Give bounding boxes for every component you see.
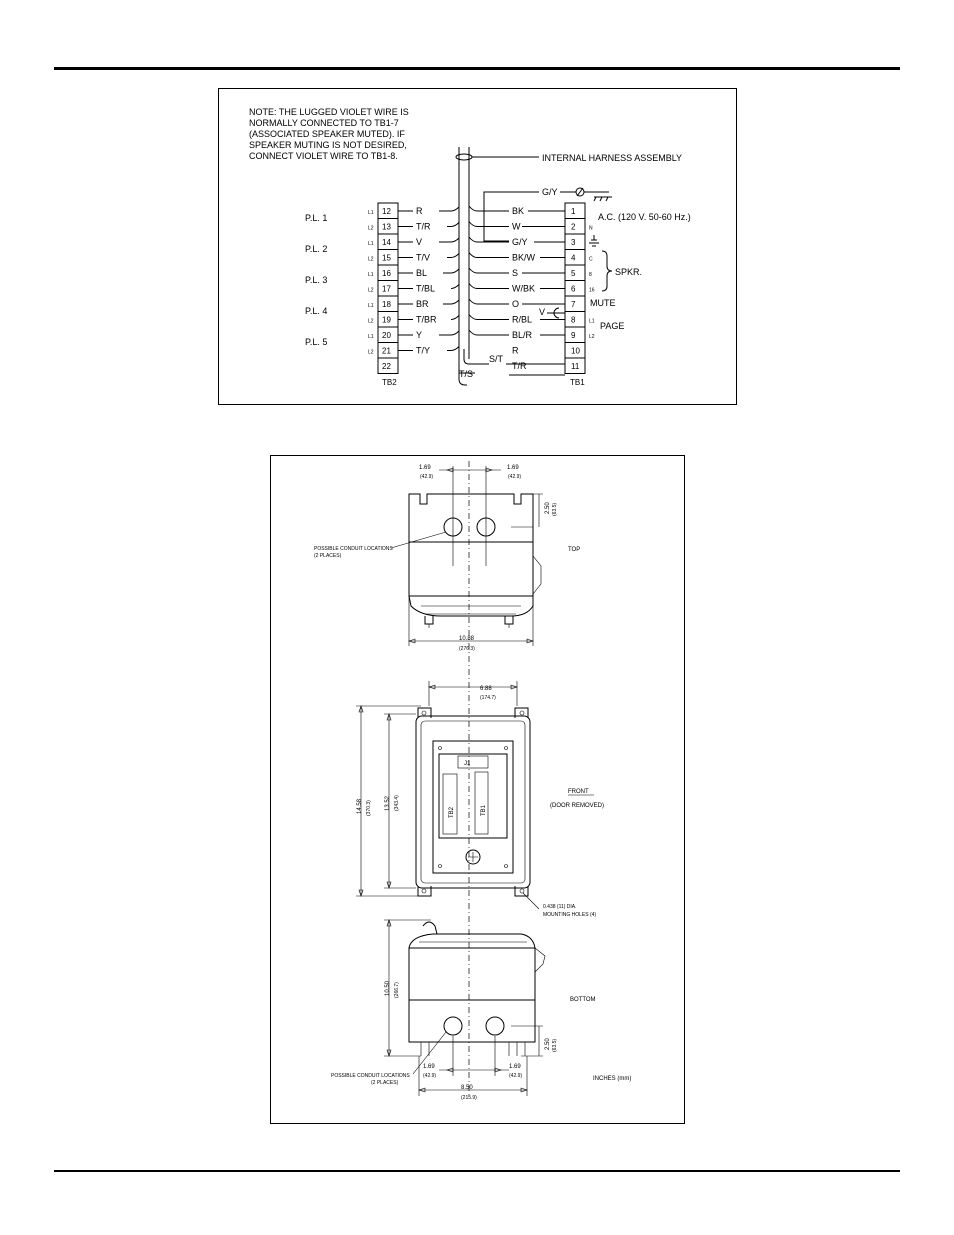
dim-label: 2.50: [545, 502, 551, 514]
tb1-terminal-number: 3: [571, 238, 576, 247]
conduit-note: POSSIBLE CONDUIT LOCATIONS: [331, 1073, 410, 1079]
tb2-line-label: L1: [368, 303, 374, 309]
dim-label: (370.3): [366, 800, 372, 816]
party-line-label: P.L. 2: [305, 244, 328, 254]
dim-label: (42.9): [420, 474, 434, 480]
mount-hole-leader: [523, 893, 539, 909]
note-line: (ASSOCIATED SPEAKER MUTED). IF: [249, 129, 405, 139]
tb1-wire: [469, 222, 509, 227]
dim-label: (343.4): [394, 795, 400, 811]
tb1-side-label: C: [589, 256, 593, 263]
harness-label: INTERNAL HARNESS ASSEMBLY: [542, 153, 683, 163]
dim-label: 8.50: [461, 1085, 473, 1091]
spkr-brace: [602, 251, 612, 291]
tb2-line-label: L2: [368, 349, 374, 356]
party-line-label: P.L. 1: [305, 213, 328, 223]
tb2-wire: [451, 316, 459, 320]
tb2-wire-label: R: [416, 206, 423, 216]
tb1-wire: [469, 315, 509, 320]
tb2-terminal-number: 17: [382, 284, 391, 294]
tb1-side-label: 8: [589, 272, 592, 278]
tb2-terminal-number: 22: [382, 362, 391, 371]
tb1-terminal-number: 6: [571, 284, 576, 294]
tb2-wire: [447, 347, 459, 351]
tb1-wire-label: BK/W: [512, 252, 536, 263]
tb2-wire: [439, 331, 459, 335]
tb2-terminal-number: 21: [382, 346, 391, 356]
tb2-wire: [439, 238, 459, 242]
tb1-side-label: 16: [589, 287, 595, 294]
ac-label: A.C. (120 V. 50-60 Hz.): [598, 212, 691, 222]
dim-label: 10.50: [385, 980, 391, 996]
tb2-block: [443, 774, 457, 834]
mounting-tabs: [418, 708, 528, 896]
tb1-wire-label: BK: [512, 206, 525, 216]
violet-label: V: [539, 307, 546, 317]
tb1-wire-label: O: [512, 299, 520, 309]
tb2-line-label: L1: [368, 241, 374, 247]
dim-label: 14.58: [357, 798, 363, 814]
tb2-terminal-number: 20: [382, 331, 391, 340]
dim-label: 6.88: [480, 686, 492, 692]
tb1-side-label: L2: [589, 334, 595, 340]
terminal-block-tb2: [368, 203, 459, 374]
tb1-block: [475, 772, 488, 834]
dim-label: (42.9): [509, 1073, 523, 1079]
tb1-wire: [469, 206, 509, 211]
tb1-label: TB1: [570, 378, 585, 387]
tb1-wire: [469, 330, 509, 335]
dim-label: 13.52: [385, 795, 391, 811]
top-box-body: [409, 542, 533, 596]
tb2-terminal-number: 16: [382, 269, 391, 278]
dim-label: 1.69: [419, 465, 431, 471]
tb2-wire-label: T/BL: [416, 283, 436, 294]
view-label-bottom: BOTTOM: [570, 997, 596, 1003]
tb1-wire: [469, 253, 509, 258]
lug-icon: [577, 188, 583, 196]
dim-label: 2.50: [545, 1038, 551, 1050]
note-line: CONNECT VIOLET WIRE TO TB1-8.: [249, 151, 398, 161]
tb2-line-label: L1: [368, 334, 374, 340]
tb1-wire-label: BL/R: [512, 330, 533, 340]
conduit-note: (2 PLACES): [314, 553, 342, 559]
page-label: PAGE: [600, 321, 625, 331]
spkr-label: SPKR.: [615, 267, 643, 277]
door-removed-label: (DOOR REMOVED): [550, 803, 604, 809]
units-label: INCHES (mm): [593, 1076, 632, 1082]
top-view: [314, 465, 580, 652]
chassis-ground-icon: [594, 197, 612, 201]
dim-label: (266.7): [394, 982, 400, 998]
tb2-terminal-number: 13: [382, 222, 391, 232]
tb2-wire-label: Y: [416, 330, 423, 340]
tb2-wire: [443, 269, 459, 273]
party-line-label: P.L. 3: [305, 275, 328, 285]
bottom-box-latch: [535, 948, 545, 972]
tb1-wire-label: W/BK: [512, 283, 536, 294]
footer-rule: [54, 1170, 900, 1172]
top-box-latch: [533, 556, 541, 594]
tb1-wire-label: T/R: [512, 361, 527, 371]
tb2-text: TB2: [449, 806, 455, 818]
tb1-terminal-number: 4: [571, 253, 576, 263]
tb2-line-label: L2: [368, 225, 374, 232]
conduit-note: POSSIBLE CONDUIT LOCATIONS: [314, 546, 393, 552]
conduit-leader: [391, 532, 446, 548]
bottom-view: [331, 920, 631, 1101]
tb1-wire: [469, 268, 509, 273]
conduit-note: (2 PLACES): [371, 1080, 399, 1086]
dimension-drawing: [270, 455, 685, 1124]
wiring-diagram: [218, 88, 737, 405]
gy-top-label: G/Y: [542, 187, 558, 197]
dim-label: 1.69: [507, 465, 519, 471]
dim-label: (63.5): [552, 502, 558, 516]
tb2-terminal-number: 12: [382, 207, 391, 216]
mount-hole-note: MOUNTING HOLES (4): [543, 912, 597, 918]
harness-bundle: [459, 147, 467, 385]
tb2-wire-label: T/Y: [416, 345, 431, 356]
tb2-wire-label: T/BR: [416, 314, 437, 325]
tb2-line-label: L2: [368, 318, 374, 325]
tb1-terminal-number: 9: [571, 331, 576, 340]
bottom-box-body: [409, 948, 535, 1000]
tb1-terminal-number: 5: [571, 269, 576, 278]
tb2-wire: [451, 285, 459, 289]
note-line: SPEAKER MUTING IS NOT DESIRED,: [249, 140, 407, 150]
tb1-side-label: L1: [589, 318, 595, 325]
tb1-wire-label: S: [512, 268, 519, 278]
tb1-terminal-number: 2: [571, 222, 576, 232]
party-line-label: P.L. 4: [305, 306, 328, 316]
note-line: NOTE: THE LUGGED VIOLET WIRE IS: [249, 107, 409, 117]
tb1-wire-label: G/Y: [512, 237, 528, 247]
bottom-hinge: [423, 922, 437, 934]
wiring-note: [249, 107, 409, 161]
tb2-wire-label: T/R: [416, 221, 431, 232]
tb1-wire: [469, 284, 509, 289]
tb2-wire: [439, 207, 459, 211]
bottom-box-base: [409, 1000, 535, 1042]
tb2-terminal-number: 19: [382, 315, 391, 325]
tb2-line-label: L1: [368, 272, 374, 278]
tb2-wire: [447, 223, 459, 227]
tb2-line-label: L1: [368, 210, 374, 216]
dim-label: 10.88: [459, 636, 475, 642]
tb1-wire-label: W: [512, 221, 521, 232]
tb1-terminal-number: 10: [571, 346, 580, 356]
harness-band: [456, 154, 472, 160]
tb2-wire-label: BR: [416, 299, 429, 309]
dim-label: (215.9): [461, 1095, 477, 1101]
dim-label: (42.9): [423, 1073, 437, 1079]
j1-label: J1: [464, 761, 471, 767]
header-rule: [54, 67, 900, 70]
dim-label: (63.5): [552, 1038, 558, 1052]
note-line: NORMALLY CONNECTED TO TB1-7: [249, 118, 399, 128]
conduit-hole: [486, 1017, 504, 1035]
tb2-line-label: L2: [368, 287, 374, 294]
party-line-labels: [305, 213, 327, 347]
tb2-wire: [443, 300, 459, 304]
tb2-wire: [447, 254, 459, 258]
j1-connector: [458, 756, 488, 768]
dim-label: (174.7): [480, 695, 496, 701]
st-label: S/T: [489, 354, 504, 364]
tb1-terminal-number: 7: [571, 300, 576, 309]
terminal-block-tb1: [469, 203, 595, 374]
tb1-terminal-number: 1: [571, 207, 576, 216]
front-window: [439, 754, 507, 838]
tb2-terminal-number: 18: [382, 300, 391, 309]
view-label-top: TOP: [568, 547, 581, 553]
tb2-wire-label: BL: [416, 268, 428, 278]
ts-wire: [459, 373, 565, 375]
tb1-wire-label: R: [512, 345, 519, 356]
mute-label: MUTE: [590, 298, 616, 308]
st-wire: [464, 349, 489, 364]
gy-wire: [484, 237, 509, 241]
violet-lug-icon: [547, 308, 565, 318]
view-label-front: FRONT: [568, 789, 589, 795]
tb1-terminal-number: 8: [571, 315, 576, 325]
bottom-box-lid: [409, 934, 535, 948]
dim-label: (42.9): [508, 474, 522, 480]
tb2-wire-label: T/V: [416, 252, 431, 263]
tb2-terminal-number: 15: [382, 253, 391, 263]
dim-label: (276.3): [459, 646, 475, 652]
mount-hole-note: 0.438 (11) DIA.: [543, 904, 577, 910]
ts-label: T/S: [459, 369, 474, 379]
front-view: [356, 681, 604, 918]
tb2-wire-label: V: [416, 237, 423, 247]
tb2-label: TB2: [382, 378, 397, 387]
conduit-hole: [444, 1017, 462, 1035]
tb1-wire-label: R/BL: [512, 314, 533, 325]
party-line-label: P.L. 5: [305, 337, 328, 347]
top-box-upper: [409, 494, 533, 542]
tb1-wire: [469, 299, 509, 304]
tb2-line-label: L2: [368, 256, 374, 263]
tb1-terminal-number: 11: [571, 362, 580, 371]
ground-icon: [589, 235, 599, 246]
tb1-text: TB1: [481, 804, 487, 816]
tb2-terminal-number: 14: [382, 238, 391, 247]
tb1-side-label: N: [589, 225, 593, 232]
dim-label: 1.69: [509, 1064, 521, 1070]
dim-label: 1.69: [423, 1064, 435, 1070]
